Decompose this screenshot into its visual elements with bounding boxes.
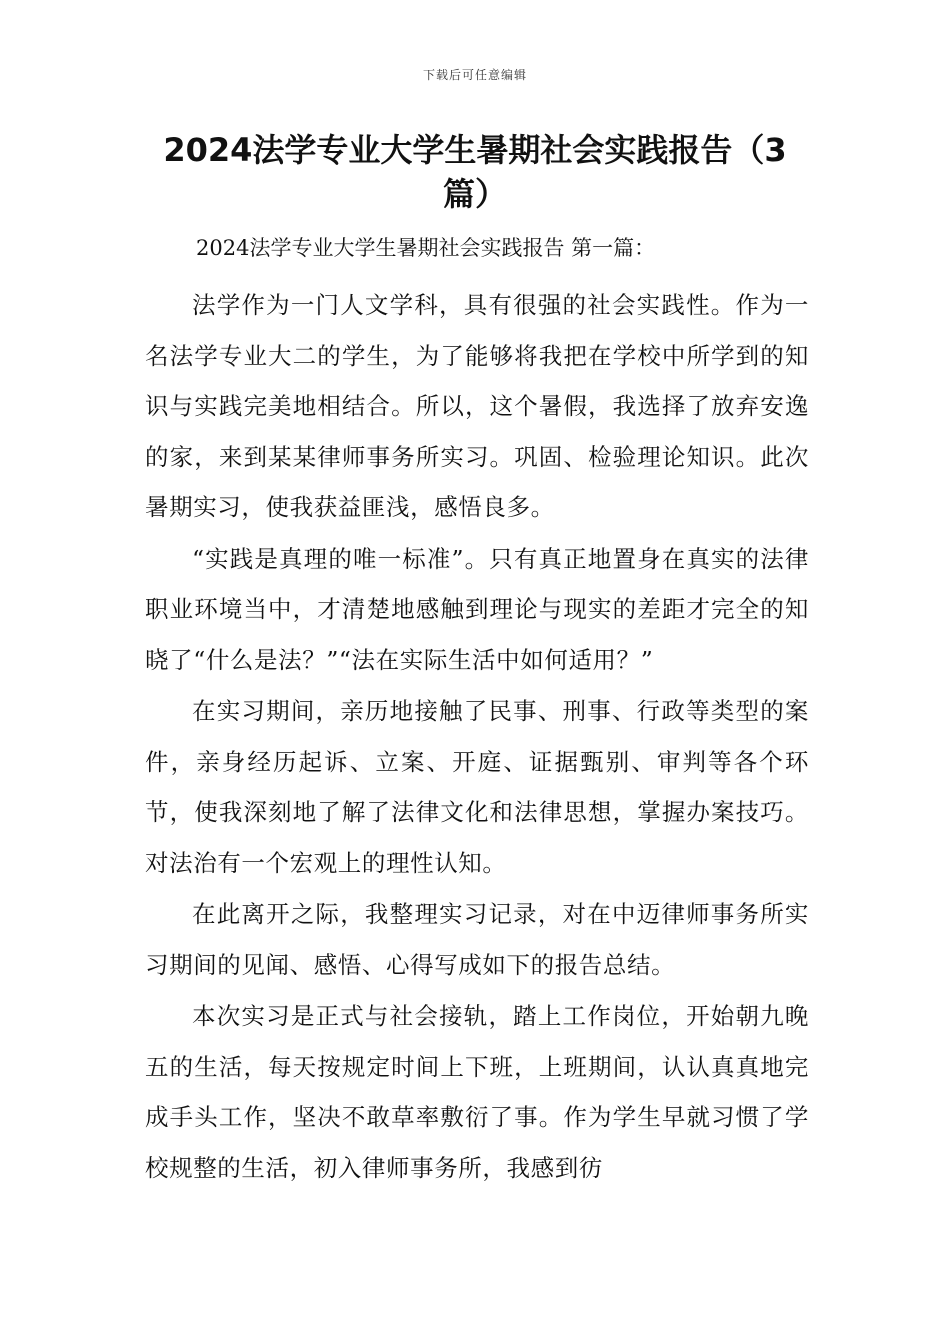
document-body xyxy=(145,280,809,1194)
header-note: 下载后可任意编辑 xyxy=(422,68,527,82)
section-heading: 2024法学专业大学生暑期社会实践报告 第一篇： xyxy=(196,236,656,260)
document-title: 2024法学专业大学生暑期社会实践报告（3篇） xyxy=(163,131,787,213)
paragraph: 在实习期间，亲历地接触了民事、刑事、行政等类型的案件，亲身经历起诉、立案、开庭、证据甄别、审判等各个环节，使我深刻地了解了法律文化和法律思想，掌握办案技巧。对法治有一个宏观上的理性认知。 xyxy=(145,697,809,877)
paragraph: 本次实习是正式与社会接轨，踏上工作岗位，开始朝九晚五的生活，每天按规定时间上下班，上班期间，认认真真地完成手头工作，坚决不敢草率敷衍了事。作为学生早就习惯了学校规整的生活，初入律师事务所，我感到彷 xyxy=(145,1002,809,1182)
paragraph: 在此离开之际，我整理实习记录，对在中迈律师事务所实习期间的见闻、感悟、心得写成如下的报告总结。 xyxy=(145,900,809,979)
paragraph: 法学作为一门人文学科，具有很强的社会实践性。作为一名法学专业大二的学生，为了能够将我把在学校中所学到的知识与实践完美地相结合。所以，这个暑假，我选择了放弃安逸的家，来到某某律师事务所实习。巩固、检验理论知识。此次暑期实习，使我获益匪浅，感悟良多。 xyxy=(145,291,809,521)
paragraph: “实践是真理的唯一标准”。只有真正地置身在真实的法律职业环境当中，才清楚地感触到理论与现实的差距才完全的知晓了“什么是法？”“法在实际生活中如何适用？” xyxy=(145,544,809,674)
